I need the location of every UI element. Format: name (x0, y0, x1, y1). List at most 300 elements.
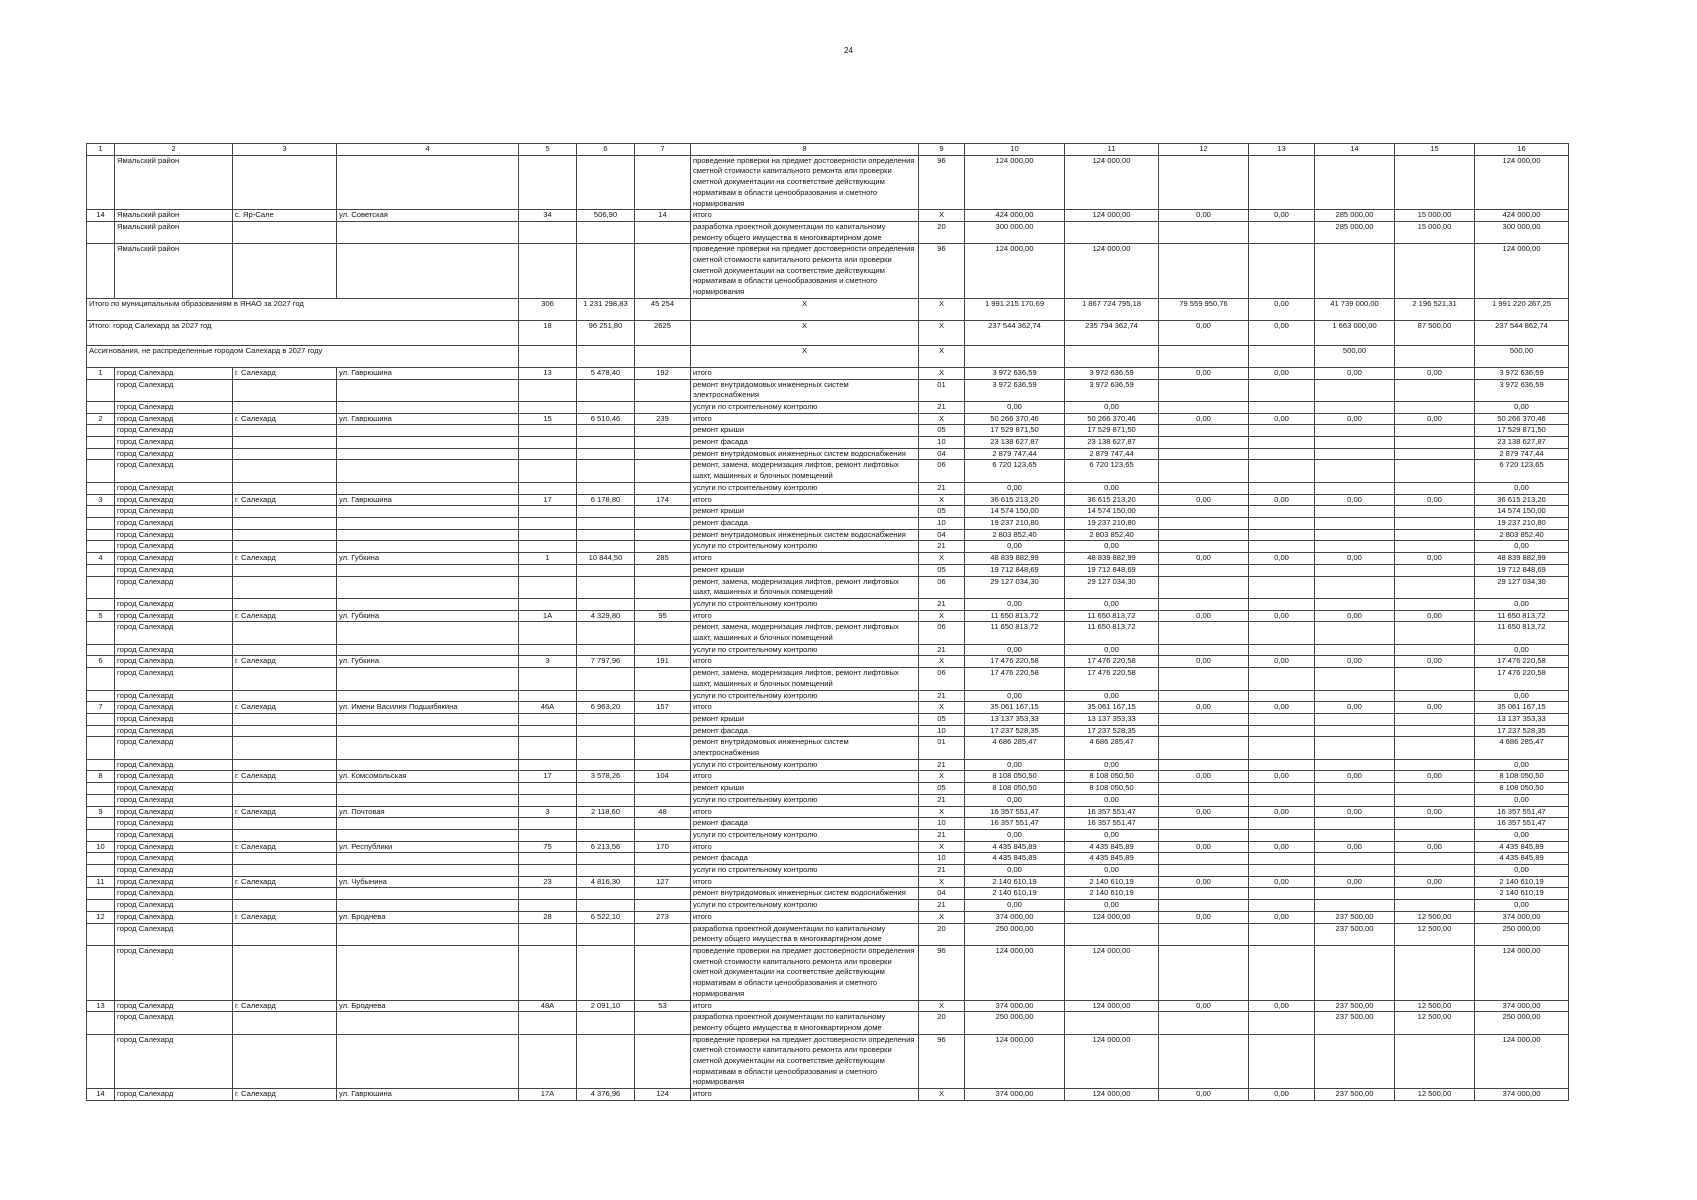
cost-local (1249, 668, 1315, 690)
residents (635, 1012, 691, 1034)
municipality: Ямальский район (115, 210, 233, 222)
cost-local (1249, 853, 1315, 865)
row-number (87, 794, 115, 806)
residents (635, 737, 691, 759)
house-area (577, 401, 635, 413)
house-total-row (87, 876, 1569, 888)
cost-total: 36 615 213,20 (965, 494, 1065, 506)
cost-local (1249, 713, 1315, 725)
house-number: 15 (519, 413, 577, 425)
work-code: 20 (919, 923, 965, 945)
street: ул. Гаврюшина (337, 367, 519, 379)
cost-owners: 0,00 (1315, 553, 1395, 565)
row-number: 10 (87, 841, 115, 853)
residents-total: 45 254 (635, 298, 691, 320)
house-number (519, 529, 577, 541)
work-type: итого (691, 413, 919, 425)
cost-okrug (1159, 221, 1249, 243)
cost-fund: 36 615 213,20 (1065, 494, 1159, 506)
cost-grand: 0,00 (1475, 598, 1569, 610)
cost-okrug (1159, 794, 1249, 806)
residents: 14 (635, 210, 691, 222)
cost-owners: 0,00 (1315, 656, 1395, 668)
cost-total: 17 237 528,35 (965, 725, 1065, 737)
cost-owners (1315, 783, 1395, 795)
street (337, 690, 519, 702)
settlement (233, 564, 337, 576)
house-area: 6 213,56 (577, 841, 635, 853)
settlement: г. Салехард (233, 610, 337, 622)
house-area: 4 816,30 (577, 876, 635, 888)
street: ул. Губкина (337, 610, 519, 622)
house-area (577, 529, 635, 541)
row-number (87, 529, 115, 541)
work-item-row (87, 437, 1569, 449)
cost-grand: 500,00 (1475, 345, 1569, 367)
cost-total: 0,00 (965, 829, 1065, 841)
work-code: 06 (919, 622, 965, 644)
house-area (577, 506, 635, 518)
work-code: 21 (919, 644, 965, 656)
work-item-row (87, 221, 1569, 243)
work-type: ремонт, замена, модернизация лифтов, ремонт лифтовых шахт, машинных и блочных помещений (691, 622, 919, 644)
work-item-row (87, 690, 1569, 702)
residents (635, 818, 691, 830)
settlement (233, 759, 337, 771)
cost-okrug (1159, 517, 1249, 529)
work-item-row (87, 794, 1569, 806)
cost-grand: 8 108 050,50 (1475, 771, 1569, 783)
house-number (519, 506, 577, 518)
cost-total: 374 000,00 (965, 911, 1065, 923)
settlement (233, 244, 337, 299)
house-number (519, 448, 577, 460)
cost-fund (1065, 1012, 1159, 1034)
work-code: 20 (919, 221, 965, 243)
cost-fund: 124 000,00 (1065, 244, 1159, 299)
cost-owners (1315, 564, 1395, 576)
settlement (233, 829, 337, 841)
row-number (87, 506, 115, 518)
work-type: итого (691, 367, 919, 379)
cost-owners: 0,00 (1315, 413, 1395, 425)
street: ул. Гаврюшина (337, 1089, 519, 1101)
cost-other (1395, 345, 1475, 367)
cost-local: 0,00 (1249, 210, 1315, 222)
column-number: 13 (1249, 144, 1315, 156)
cost-grand: 16 357 551,47 (1475, 806, 1569, 818)
cost-fund: 1 867 724 795,18 (1065, 298, 1159, 320)
cost-owners (1315, 759, 1395, 771)
street: ул. Чубынина (337, 876, 519, 888)
work-code: 20 (919, 1012, 965, 1034)
work-type: проведение проверки на предмет достоверности определения сметной стоимости капитального ремонта или проверки сметной документации на соответствие действующим нормативам в области ценообразования и сметного нормирования (691, 1034, 919, 1089)
municipality: город Салехард (115, 876, 233, 888)
work-type: ремонт внутридомовых инженерных систем водоснабжения (691, 888, 919, 900)
row-number: 3 (87, 494, 115, 506)
cost-fund: 17 529 871,50 (1065, 425, 1159, 437)
cost-okrug: 0,00 (1159, 320, 1249, 345)
cost-local: 0,00 (1249, 553, 1315, 565)
house-number (519, 598, 577, 610)
street (337, 737, 519, 759)
cost-owners: 237 500,00 (1315, 923, 1395, 945)
cost-grand: 35 061 167,15 (1475, 702, 1569, 714)
work-item-row (87, 1012, 1569, 1034)
cost-local (1249, 244, 1315, 299)
residents (635, 460, 691, 482)
cost-other (1395, 853, 1475, 865)
cost-okrug: 0,00 (1159, 876, 1249, 888)
work-code: 10 (919, 725, 965, 737)
cost-total: 424 000,00 (965, 210, 1065, 222)
cost-okrug (1159, 425, 1249, 437)
work-item-row (87, 725, 1569, 737)
house-number (519, 644, 577, 656)
cost-okrug: 0,00 (1159, 841, 1249, 853)
cost-total: 16 357 551,47 (965, 806, 1065, 818)
street: ул. Имени Василия Подшибякина (337, 702, 519, 714)
work-type: разработка проектной документации по капитальному ремонту общего имущества в многоквартирном доме (691, 221, 919, 243)
cost-total: 2 140 610,19 (965, 888, 1065, 900)
cost-other (1395, 725, 1475, 737)
work-code: X (919, 1000, 965, 1012)
summary-row (87, 345, 1569, 367)
column-number: 9 (919, 144, 965, 156)
house-total-row (87, 806, 1569, 818)
settlement (233, 923, 337, 945)
settlement: г. Салехард (233, 876, 337, 888)
summary-label: Итого по муниципальным образованиям в ЯНАО за 2027 год (87, 298, 519, 320)
cost-owners (1315, 244, 1395, 299)
street (337, 783, 519, 795)
work-type: ремонт крыши (691, 783, 919, 795)
work-type: итого (691, 876, 919, 888)
summary-row (87, 320, 1569, 345)
street (337, 155, 519, 210)
settlement (233, 448, 337, 460)
house-area: 6 510,46 (577, 413, 635, 425)
residents: 170 (635, 841, 691, 853)
work-code: 10 (919, 517, 965, 529)
work-code: 05 (919, 425, 965, 437)
cost-local (1249, 1012, 1315, 1034)
work-type: ремонт фасада (691, 437, 919, 449)
settlement (233, 506, 337, 518)
cost-total: 374 000,00 (965, 1000, 1065, 1012)
table-body (87, 144, 1569, 1101)
street (337, 244, 519, 299)
house-number: 3 (519, 806, 577, 818)
house-number: 34 (519, 210, 577, 222)
cost-grand: 11 650 813,72 (1475, 610, 1569, 622)
work-item-row (87, 529, 1569, 541)
settlement (233, 888, 337, 900)
work-type: услуги по строительному контролю (691, 794, 919, 806)
work-item-row (87, 448, 1569, 460)
row-number (87, 155, 115, 210)
municipality: город Салехард (115, 1089, 233, 1101)
house-total-row (87, 413, 1569, 425)
house-number (519, 759, 577, 771)
work-code: X (919, 806, 965, 818)
residents (635, 529, 691, 541)
house-number: 1 (519, 553, 577, 565)
work-item-row (87, 783, 1569, 795)
cost-local (1249, 737, 1315, 759)
work-item-row (87, 865, 1569, 877)
cost-okrug: 79 559 950,76 (1159, 298, 1249, 320)
cost-local (1249, 865, 1315, 877)
work-type: услуги по строительному контролю (691, 401, 919, 413)
cost-total: 17 476 220,58 (965, 668, 1065, 690)
residents (635, 482, 691, 494)
house-area (577, 541, 635, 553)
work-type: услуги по строительному контролю (691, 690, 919, 702)
cost-total: 374 000,00 (965, 1089, 1065, 1101)
house-number (519, 541, 577, 553)
municipality: город Салехард (115, 517, 233, 529)
street: ул. Губкина (337, 553, 519, 565)
cost-fund: 2 140 610,19 (1065, 888, 1159, 900)
cost-owners (1315, 448, 1395, 460)
cost-other (1395, 379, 1475, 401)
cost-grand: 4 435 845,89 (1475, 841, 1569, 853)
cost-other: 0,00 (1395, 413, 1475, 425)
municipality: город Салехард (115, 379, 233, 401)
street (337, 437, 519, 449)
cost-owners (1315, 690, 1395, 702)
residents: 104 (635, 771, 691, 783)
row-number (87, 737, 115, 759)
street: ул. Броднева (337, 911, 519, 923)
row-number (87, 448, 115, 460)
cost-grand: 8 108 050,50 (1475, 783, 1569, 795)
house-area (577, 576, 635, 598)
settlement: г. Салехард (233, 413, 337, 425)
house-number (519, 1034, 577, 1089)
cost-okrug (1159, 725, 1249, 737)
cost-local (1249, 506, 1315, 518)
row-number: 14 (87, 1089, 115, 1101)
work-type: итого (691, 841, 919, 853)
cost-okrug (1159, 460, 1249, 482)
settlement (233, 946, 337, 1001)
cost-local (1249, 888, 1315, 900)
cost-grand: 2 803 852,40 (1475, 529, 1569, 541)
street (337, 818, 519, 830)
work-type: итого (691, 656, 919, 668)
cost-local: 0,00 (1249, 320, 1315, 345)
cost-local (1249, 379, 1315, 401)
cost-okrug (1159, 713, 1249, 725)
cost-other (1395, 564, 1475, 576)
cost-owners (1315, 644, 1395, 656)
municipality: город Салехард (115, 771, 233, 783)
cost-local: 0,00 (1249, 367, 1315, 379)
cost-fund: 124 000,00 (1065, 911, 1159, 923)
work-item-row (87, 541, 1569, 553)
settlement (233, 437, 337, 449)
row-number: 12 (87, 911, 115, 923)
cost-fund: 4 435 845,89 (1065, 841, 1159, 853)
work-type: ремонт крыши (691, 564, 919, 576)
residents: 95 (635, 610, 691, 622)
cost-total: 13 137 353,33 (965, 713, 1065, 725)
cost-okrug: 0,00 (1159, 1089, 1249, 1101)
row-number: 13 (87, 1000, 115, 1012)
house-number (519, 713, 577, 725)
settlement (233, 221, 337, 243)
residents (635, 598, 691, 610)
row-number (87, 725, 115, 737)
house-total-row (87, 841, 1569, 853)
cost-other: 15 000,00 (1395, 210, 1475, 222)
municipality: город Салехард (115, 598, 233, 610)
work-code: X (919, 210, 965, 222)
residents (635, 644, 691, 656)
cost-fund: 8 108 050,50 (1065, 771, 1159, 783)
residents: 53 (635, 1000, 691, 1012)
settlement (233, 622, 337, 644)
house-number (519, 865, 577, 877)
cost-total: 250 000,00 (965, 923, 1065, 945)
municipality: город Салехард (115, 900, 233, 912)
work-item-row (87, 900, 1569, 912)
work-code: 96 (919, 946, 965, 1001)
cost-total: 16 357 551,47 (965, 818, 1065, 830)
cost-local: 0,00 (1249, 1000, 1315, 1012)
cost-okrug (1159, 829, 1249, 841)
street (337, 517, 519, 529)
cost-owners (1315, 818, 1395, 830)
residents (635, 425, 691, 437)
street (337, 576, 519, 598)
work-code: X (919, 345, 965, 367)
settlement (233, 482, 337, 494)
work-code: 21 (919, 829, 965, 841)
settlement (233, 690, 337, 702)
house-number: 46А (519, 702, 577, 714)
cost-grand: 4 686 285,47 (1475, 737, 1569, 759)
cost-owners: 285 000,00 (1315, 210, 1395, 222)
row-number (87, 622, 115, 644)
cost-local (1249, 425, 1315, 437)
house-area: 6 963,20 (577, 702, 635, 714)
street: ул. Губкина (337, 656, 519, 668)
cost-other (1395, 644, 1475, 656)
cost-grand: 0,00 (1475, 829, 1569, 841)
cost-fund: 2 879 747,44 (1065, 448, 1159, 460)
residents: 127 (635, 876, 691, 888)
row-number (87, 713, 115, 725)
cost-grand: 374 000,00 (1475, 1000, 1569, 1012)
cost-okrug (1159, 576, 1249, 598)
street (337, 829, 519, 841)
row-number (87, 576, 115, 598)
cost-grand: 0,00 (1475, 541, 1569, 553)
row-number (87, 853, 115, 865)
cost-owners (1315, 668, 1395, 690)
work-code: 21 (919, 900, 965, 912)
column-number: 16 (1475, 144, 1569, 156)
residents (635, 576, 691, 598)
cost-total: 14 574 150,00 (965, 506, 1065, 518)
cost-other (1395, 1034, 1475, 1089)
cost-local (1249, 923, 1315, 945)
cost-owners (1315, 437, 1395, 449)
settlement (233, 379, 337, 401)
cost-grand: 14 574 150,00 (1475, 506, 1569, 518)
row-number (87, 759, 115, 771)
cost-other: 0,00 (1395, 702, 1475, 714)
cost-okrug: 0,00 (1159, 771, 1249, 783)
residents (635, 690, 691, 702)
municipality: город Салехард (115, 553, 233, 565)
settlement (233, 644, 337, 656)
work-type: X (691, 345, 919, 367)
cost-fund: 2 140 610,19 (1065, 876, 1159, 888)
cost-owners (1315, 888, 1395, 900)
house-number (519, 622, 577, 644)
street: ул. Комсомольская (337, 771, 519, 783)
cost-local (1249, 221, 1315, 243)
cost-other: 0,00 (1395, 553, 1475, 565)
cost-local (1249, 946, 1315, 1001)
house-number: 23 (519, 876, 577, 888)
work-type: услуги по строительному контролю (691, 541, 919, 553)
municipality: Ямальский район (115, 221, 233, 243)
cost-local (1249, 725, 1315, 737)
house-area (577, 946, 635, 1001)
street (337, 460, 519, 482)
street (337, 221, 519, 243)
residents: 285 (635, 553, 691, 565)
row-number: 9 (87, 806, 115, 818)
work-type: услуги по строительному контролю (691, 829, 919, 841)
cost-owners: 41 739 000,00 (1315, 298, 1395, 320)
house-area: 10 844,50 (577, 553, 635, 565)
house-area: 5 478,40 (577, 367, 635, 379)
house-number (519, 946, 577, 1001)
cost-grand: 36 615 213,20 (1475, 494, 1569, 506)
cost-owners (1315, 622, 1395, 644)
cost-okrug (1159, 923, 1249, 945)
cost-local (1249, 759, 1315, 771)
cost-local (1249, 482, 1315, 494)
cost-grand: 16 357 551,47 (1475, 818, 1569, 830)
residents: 124 (635, 1089, 691, 1101)
work-type: итого (691, 210, 919, 222)
settlement (233, 529, 337, 541)
house-area (577, 1012, 635, 1034)
residents: 273 (635, 911, 691, 923)
work-code: X (919, 298, 965, 320)
work-code: 06 (919, 576, 965, 598)
cost-total: 35 061 167,15 (965, 702, 1065, 714)
cost-grand: 4 435 845,89 (1475, 853, 1569, 865)
street (337, 506, 519, 518)
column-number: 11 (1065, 144, 1159, 156)
row-number (87, 564, 115, 576)
street (337, 448, 519, 460)
row-number (87, 668, 115, 690)
cost-okrug (1159, 737, 1249, 759)
cost-local: 0,00 (1249, 413, 1315, 425)
cost-local (1249, 818, 1315, 830)
cost-total: 17 529 871,50 (965, 425, 1065, 437)
residents (635, 725, 691, 737)
